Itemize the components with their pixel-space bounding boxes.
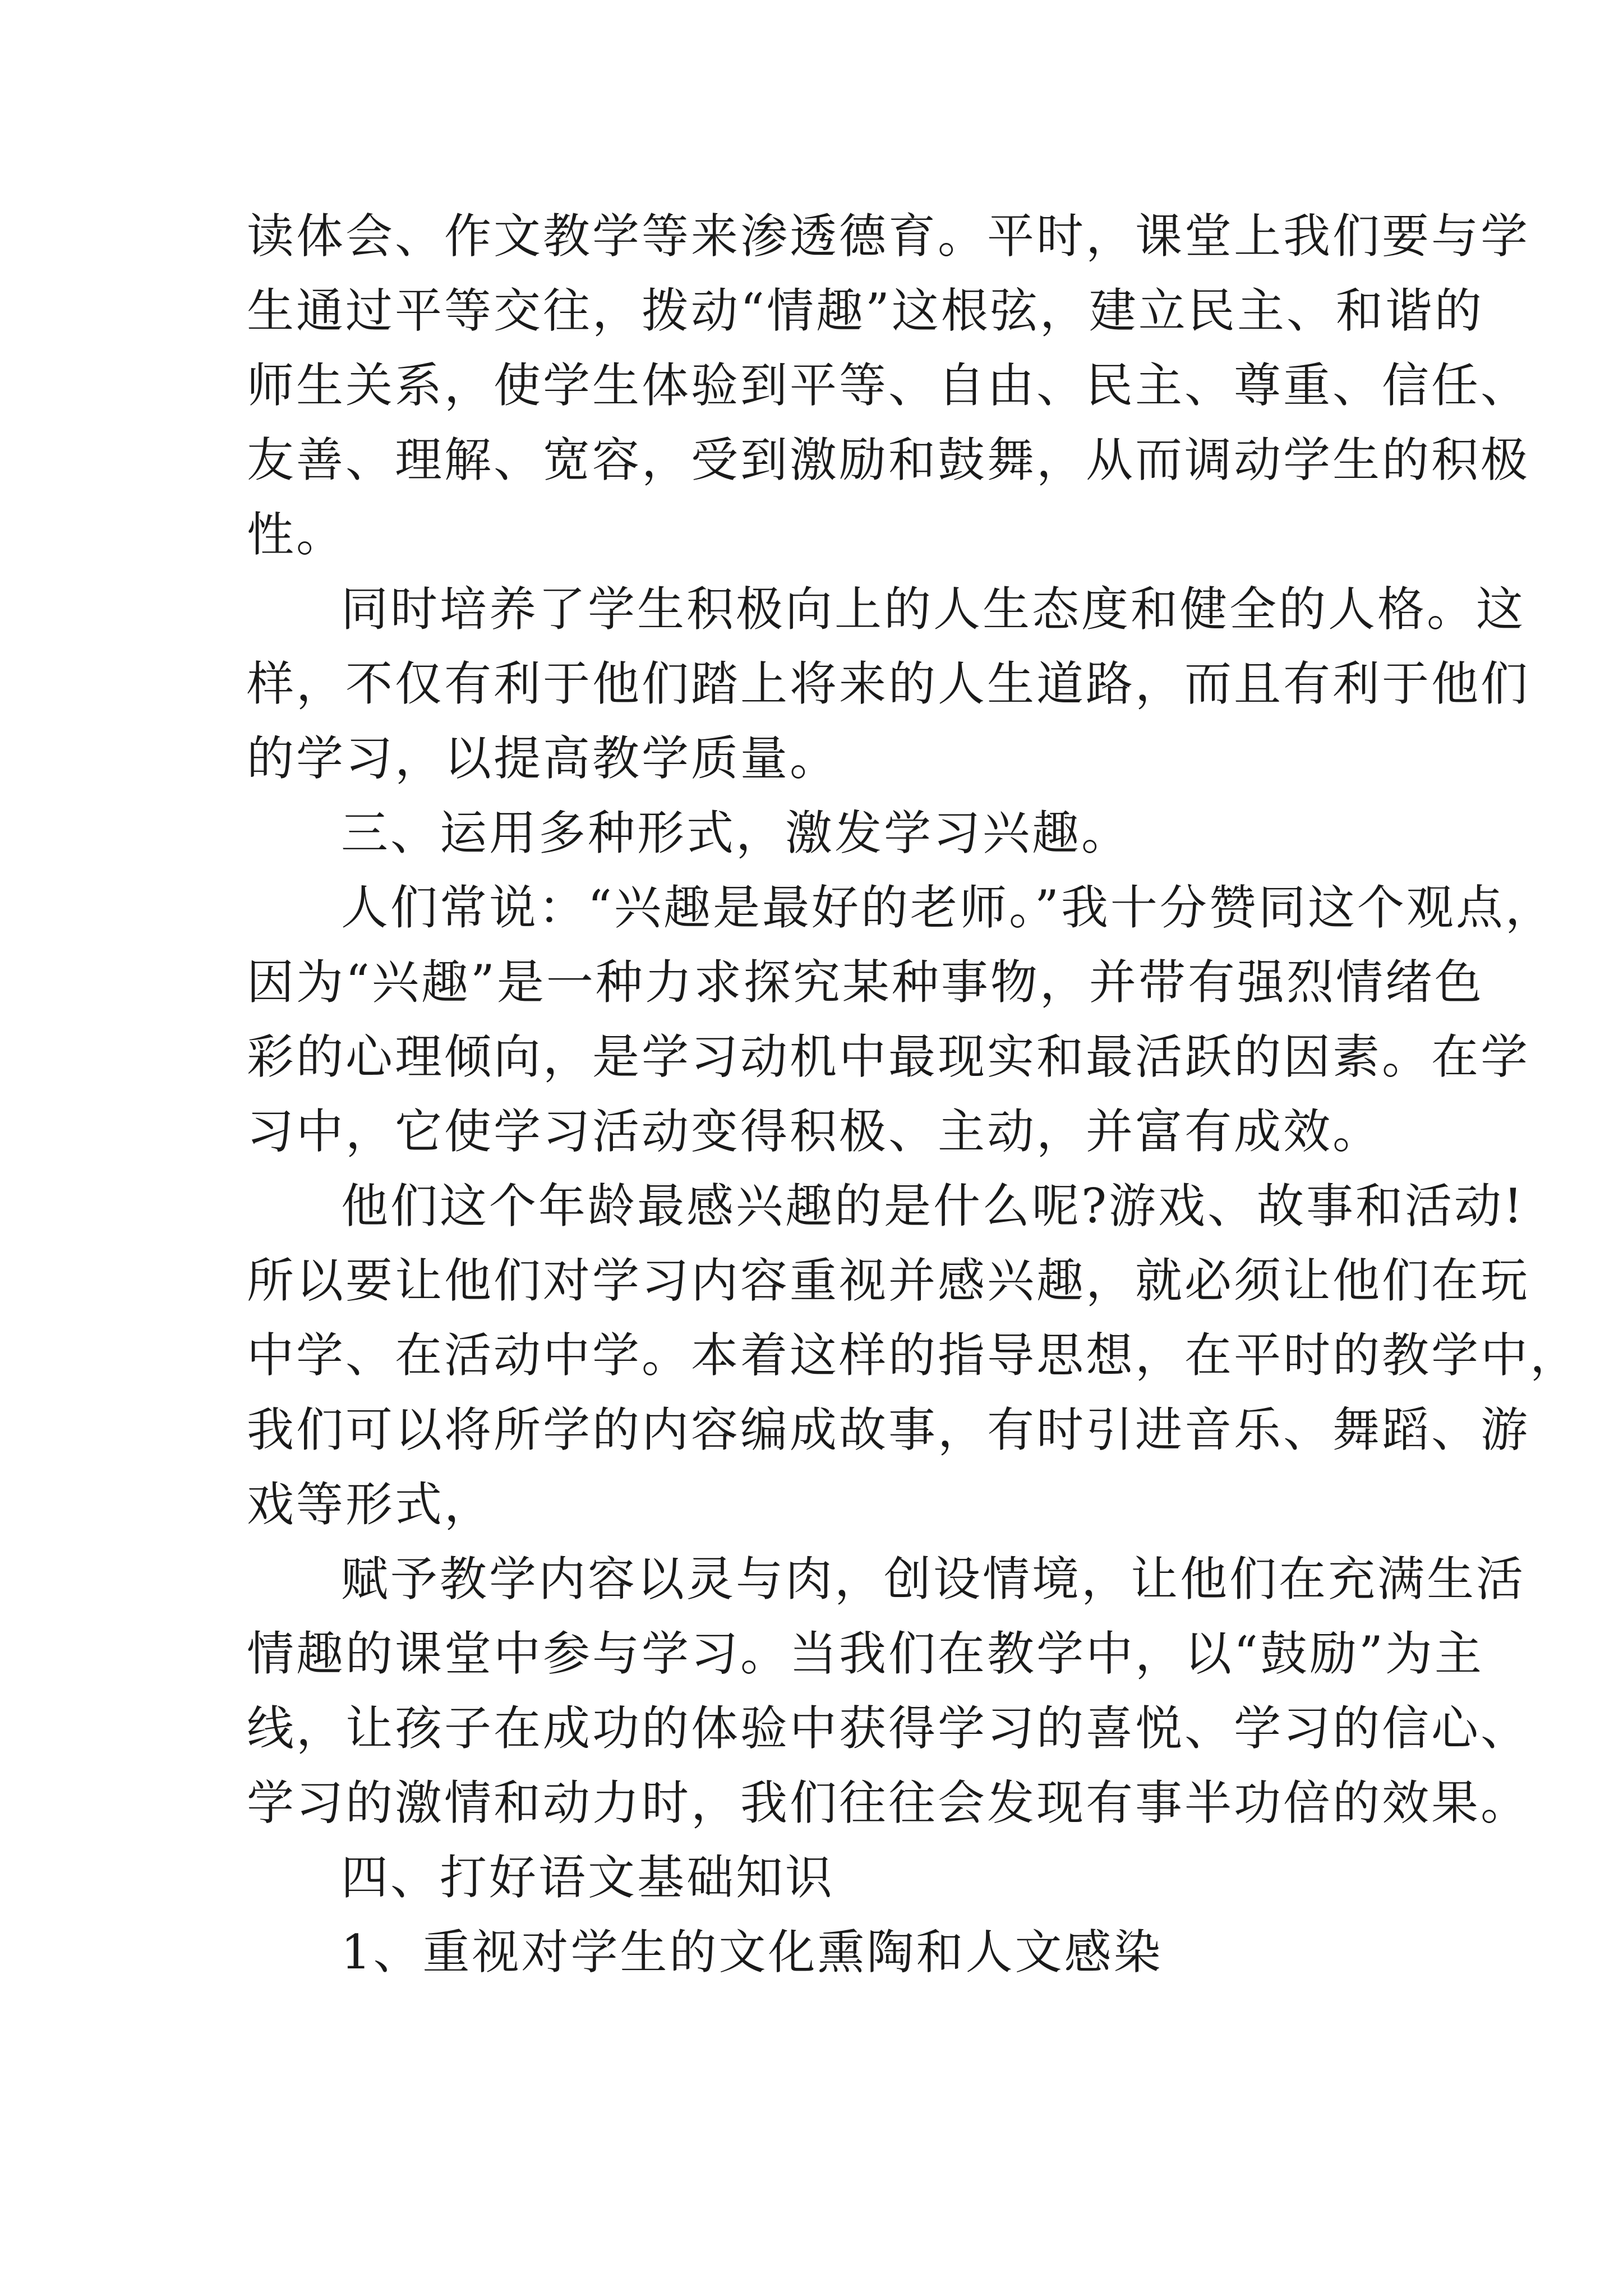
text-line: 戏等形式， <box>247 1477 494 1532</box>
document-body <box>247 199 1580 1990</box>
text-line: 情趣的课堂中参与学习。当我们在教学中，以“鼓励”为主 <box>247 1626 1484 1681</box>
text-line: 师生关系，使学生体验到平等、自由、民主、尊重、信任、 <box>247 358 1530 413</box>
text-line: 生通过平等交往，拨动“情趣”这根弦，建立民主、和谐的 <box>247 283 1484 338</box>
text-line: 中学、在活动中学。本着这样的指导思想，在平时的教学中， <box>247 1328 1580 1383</box>
text-line: 的学习，以提高教学质量。 <box>247 731 840 786</box>
text-line: 人们常说：“兴趣是最好的老师。”我十分赞同这个观点， <box>341 880 1555 935</box>
text-line: 性。 <box>247 507 346 562</box>
text-line: 样，不仅有利于他们踏上将来的人生道路，而且有利于他们 <box>247 656 1530 711</box>
text-line: 三、运用多种形式，激发学习兴趣。 <box>341 806 1131 861</box>
text-line: 我们可以将所学的内容编成故事，有时引进音乐、舞蹈、游 <box>247 1402 1530 1457</box>
text-line: 赋予教学内容以灵与肉，创设情境，让他们在充满生活 <box>341 1552 1526 1607</box>
text-line: 因为“兴趣”是一种力求探究某种事物，并带有强烈情绪色 <box>247 955 1484 1010</box>
text-line: 他们这个年龄最感兴趣的是什么呢?游戏、故事和活动! <box>341 1179 1525 1234</box>
text-line: 线，让孩子在成功的体验中获得学习的喜悦、学习的信心、 <box>247 1701 1530 1756</box>
text-line: 习中，它使学习活动变得积极、主动，并富有成效。 <box>247 1104 1382 1159</box>
text-line: 所以要让他们对学习内容重视并感兴趣，就必须让他们在玩 <box>247 1253 1530 1308</box>
text-line: 友善、理解、宽容，受到激励和鼓舞，从而调动学生的积极 <box>247 432 1530 487</box>
text-line: 学习的激情和动力时，我们往往会发现有事半功倍的效果。 <box>247 1775 1530 1830</box>
text-line: 四、打好语文基础知识 <box>341 1850 835 1905</box>
text-line: 读体会、作文教学等来渗透德育。平时，课堂上我们要与学 <box>247 209 1530 264</box>
text-line: 1、重视对学生的文化熏陶和人文感染 <box>341 1925 1163 1980</box>
text-line: 彩的心理倾向，是学习动机中最现实和最活跃的因素。在学 <box>247 1029 1530 1084</box>
text-line: 同时培养了学生积极向上的人生态度和健全的人格。这 <box>341 582 1526 637</box>
